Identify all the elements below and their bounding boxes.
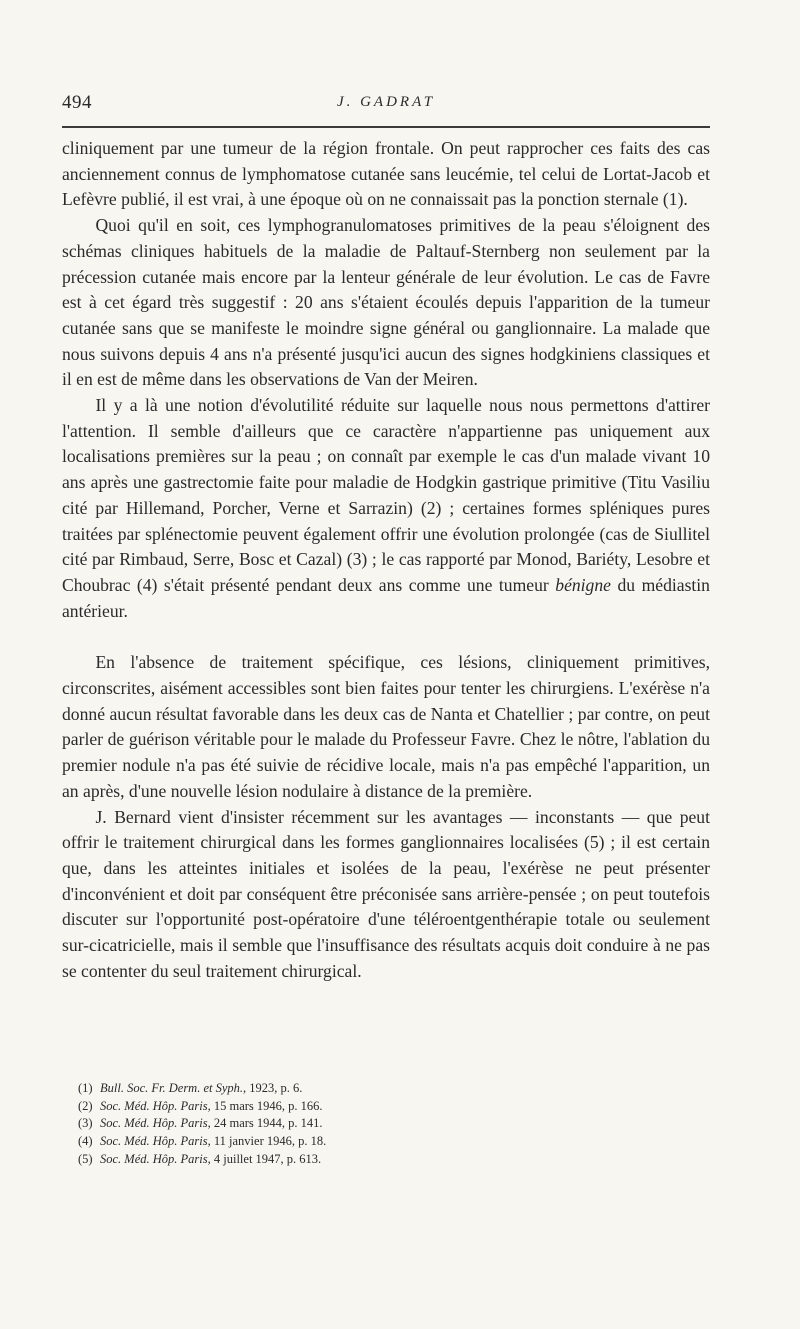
paragraph-1: cliniquement par une tumeur de la région frontale. On peut rapprocher ces faits des cas anciennement connus de lymphomatose cutanée sans leucémie, tel celui de Lortat-Jacob et Lefèvre publié, il est vrai, à une époque où on ne connaissait pas la ponction sternale (1). [62,138,710,210]
footnote-number: (4) [78,1134,93,1149]
footnote-2 [78,1098,638,1116]
footnote-source: Soc. Méd. Hôp. Paris, [100,1134,211,1149]
paragraph-4: En l'absence de traitement spécifique, ces lésions, cliniquement primitives, circonscrites, aisément accessibles sont bien faites pour tenter les chirurgiens. L'exérèse n'a donné aucun résultat favorable dans les deux cas de Nanta et Chatellier ; par contre, on peut parler de guérison véritable pour le malade du Professeur Favre. Chez le nôtre, l'ablation du premier nodule n'a pas été suivie de récidive locale, mais n'a pas empêché l'apparition, un an après, d'une nouvelle lésion nodulaire à distance de la première. [62,652,710,801]
footnote-number: (3) [78,1116,93,1131]
footnote-number: (2) [78,1098,93,1113]
paragraph-2: Quoi qu'il en soit, ces lymphogranulomatoses primitives de la peau s'éloignent des schémas cliniques habituels de la maladie de Paltauf-Sternberg non seulement par la précession cutanée mais encore par la lenteur générale de leur évolution. Le cas de Favre est à cet égard très suggestif : 20 ans s'étaient écoulés depuis l'apparition de la tumeur cutanée sans que se manifeste le moindre signe général ou ganglionnaire. La malade que nous suivons depuis 4 ans n'a présenté jusqu'ici aucun des signes hodgkiniens classiques et il en est de même dans les observations de Van der Meiren. [62,215,710,390]
footnote-detail: 11 janvier 1946, p. 18. [210,1134,327,1149]
footnote-source: Bull. Soc. Fr. Derm. et Syph., [100,1081,247,1095]
footnote-1 [78,1080,638,1098]
footnote-source: Soc. Méd. Hôp. Paris, [100,1151,211,1166]
footnotes [78,1080,638,1169]
body-text [62,136,710,985]
footnote-detail: 24 mars 1944, p. 141. [210,1116,323,1131]
paragraph-5: J. Bernard vient d'insister récemment sur les avantages — inconstants — que peut offrir le traitement chirurgical dans les formes ganglionnaires localisées (5) ; il est certain que, dans les atteintes initiales et isolées de la peau, l'exérèse ne peut présenter d'inconvénient et doit par conséquent être préconisée sans arrière-pensée ; on peut toutefois discuter sur l'opportunité post-opératoire d'une téléroentgenthérapie totale ou seulement sur-cicatricielle, mais il semble que l'insuffisance des résultats acquis doit conduire à ne pas se contenter du seul traitement chirurgical. [62,806,710,981]
footnote-4 [78,1133,638,1151]
page-number: 494 [62,92,92,113]
footnote-detail: 1923, p. 6. [246,1081,303,1095]
paragraph-3-italic: bénigne [555,574,611,595]
footnote-detail: 15 mars 1946, p. 166. [210,1098,323,1113]
footnote-number: (1) [78,1081,93,1095]
footnote-number: (5) [78,1151,93,1166]
header-rule [62,126,710,128]
footnote-3 [78,1115,638,1133]
footnote-source: Soc. Méd. Hôp. Paris, [100,1098,211,1113]
paragraph-3-part-b: du médiastin antérieur. [62,574,710,621]
paragraph-3-part-a: Il y a là une notion d'évolutilité réduite sur laquelle nous nous permettons d'attirer l'attention. Il semble d'ailleurs que ce caractère n'appartienne pas uniquement aux localisations premières sur la peau ; on connaît par exemple le cas d'un malade vivant 10 ans après une gastrectomie faite pour maladie de Hodgkin gastrique primitive (Titu Vasiliu cité par Hillemand, Porcher, Verne et Sarrazin) (2) ; certaines formes spléniques pures traitées par splénectomie peuvent également offrir une évolution prolongée (cas de Siullitel cité par Rimbaud, Serre, Bosc et Cazal) (3) ; le cas rapporté par Monod, Bariéty, Lesobre et Choubrac (4) s'était présenté pendant deux ans comme une tumeur [62,395,710,595]
footnote-source: Soc. Méd. Hôp. Paris, [100,1116,211,1131]
running-head: J. GADRAT [336,94,436,110]
page-header [62,92,710,122]
paragraph-3 [62,393,710,624]
footnote-detail: 4 juillet 1947, p. 613. [210,1151,322,1166]
footnote-5 [78,1151,638,1169]
